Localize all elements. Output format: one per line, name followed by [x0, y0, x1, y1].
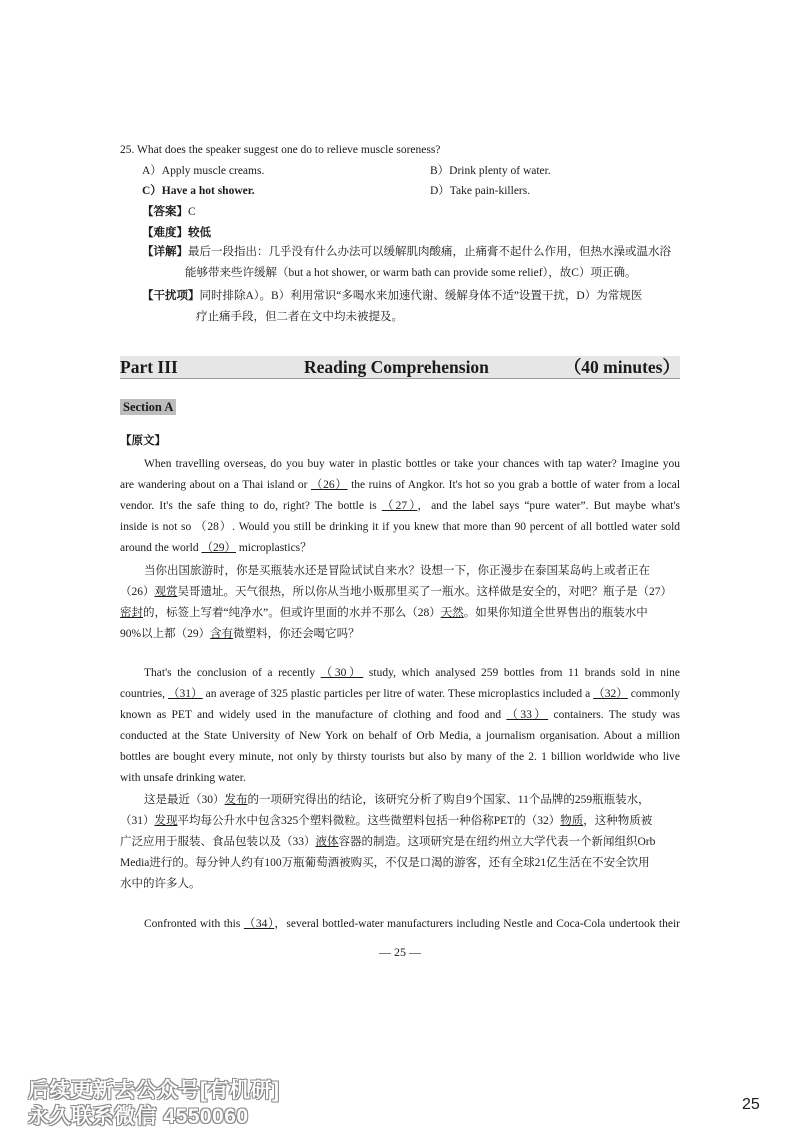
distractor-label: 【干扰项】 — [142, 290, 200, 302]
watermark-line-1: 后续更新去公众号[有机研] — [28, 1079, 280, 1102]
passage-p2-en — [120, 663, 680, 789]
explain-line-2: 能够带来些许缓解（but a hot shower, or warm bath can provide some relief），故C）项正确。 — [185, 267, 637, 279]
blank-32: （32） — [593, 688, 628, 700]
answer-value: C — [188, 206, 196, 218]
p1-en-line-4: inside is not so （28）. Would you still be drinking it if you knew that more than 90 percent of all bottled water sold — [120, 521, 681, 533]
blank-29: （29） — [201, 542, 236, 554]
option-c: C）Have a hot shower. — [142, 185, 255, 197]
option-a: A）Apply muscle creams. — [142, 165, 265, 177]
p2-zh-line-3: 广泛应用于服装、食品包装以及（33）液体容器的制造。这项研究是在纽约州立大学代表一个新闻组织Orb — [120, 836, 656, 848]
passage-p1-zh — [120, 561, 680, 645]
p1-en-line-3: vendor. It's the safe thing to do, right? The bottle is （27），and the label says “pure water”. But maybe what's — [120, 500, 680, 512]
answer-label: 【答案】 — [142, 206, 188, 218]
page-number-center: — 25 — — [379, 945, 421, 959]
p2-en-line-1: That's the conclusion of a recently （30） study, which analysed 259 bottles from 11 brands sold in nine — [144, 667, 681, 679]
page-number-corner: 25 — [742, 1096, 760, 1113]
answer-row — [142, 205, 196, 220]
p2-zh-line-2: （31）发现平均每公升水中包含325个塑料微粒。这些微塑料包括一种俗称PET的（32）物质，这种物质被 — [120, 815, 653, 827]
blank-33: （33） — [506, 709, 549, 721]
p1-en-line-5: around the world （29） microplastics？ — [120, 542, 312, 554]
watermark-line-2: 永久联系微信 4550060 — [28, 1105, 249, 1128]
explain-line-1: 最后一段指出：几乎没有什么办法可以缓解肌肉酸痛，止痛膏不起什么作用，但热水澡或温水浴 — [188, 246, 671, 258]
difficulty-row — [142, 226, 211, 241]
blank-31: （31） — [167, 688, 203, 700]
explanation — [142, 242, 680, 284]
p2-en-line-5: bottles are bought every minute, not only by thirsty tourists but also by many of the 2. 1 billion worldwide who live — [120, 751, 680, 763]
p2-en-line-2: countries, （31） an average of 325 plastic particles per litre of water. These microplastics included a （32） commonly — [120, 688, 680, 700]
p3-en-line-1: Confronted with this （34），several bottled-water manufacturers including Nestle and Coca-Cola undertook their — [144, 918, 680, 930]
difficulty-value: 较低 — [188, 227, 211, 239]
p2-zh-line-1: 这是最近（30）发布的一项研究得出的结论，该研究分析了购自9个国家、11个品牌的259瓶瓶装水， — [144, 794, 650, 806]
option-d: D）Take pain-killers. — [430, 185, 531, 197]
p1-en-line-2: are wandering about on a Thai island or （26） the ruins of Angkor. It's hot so you grab a bottle of water from a local — [120, 479, 681, 491]
difficulty-label: 【难度】 — [142, 227, 188, 239]
p1-zh-line-3: 密封的，标签上写着“纯净水”。但或许里面的水并不那么（28）天然。如果你知道全世界售出的瓶装水中 — [120, 607, 648, 619]
blank-34: （34） — [243, 918, 275, 930]
passage-p3-en — [120, 914, 680, 935]
p1-en-line-1: When travelling overseas, do you buy water in plastic bottles or take your chances with tap water? Imagine you — [144, 458, 680, 470]
option-b: B）Drink plenty of water. — [430, 165, 551, 177]
p2-zh-line-4: Media进行的。每分钟人约有100万瓶葡萄酒被购买，不仅是口渴的游客，还有全球21亿生活在不安全饮用 — [120, 857, 650, 869]
part-header — [120, 356, 680, 379]
section-a-label: Section A — [120, 399, 176, 415]
blank-26: （26） — [311, 479, 348, 491]
p2-en-line-4: conducted at the State University of New York on behalf of Orb Media, a journalism organisation. About a million — [120, 730, 680, 742]
explain-label: 【详解】 — [142, 246, 188, 258]
distractor-line-1: 同时排除A）。B）利用常识“多喝水来加速代谢、缓解身体不适”设置干扰，D）为常规医 — [199, 290, 643, 302]
p2-en-line-6: with unsafe drinking water. — [120, 772, 246, 784]
p1-zh-line-2: （26）观赏吴哥遗址。天气很热，所以你从当地小贩那里买了一瓶水。这样做是安全的，对吧？瓶子是（27） — [120, 586, 672, 598]
p2-zh-line-5: 水中的许多人。 — [120, 878, 201, 890]
p1-zh-line-1: 当你出国旅游时，你是买瓶装水还是冒险试试自来水？设想一下，你正漫步在泰国某岛屿上或者正在 — [144, 565, 650, 577]
distractor-explanation — [142, 286, 680, 328]
blank-27: （27） — [381, 500, 418, 512]
blank-30: （30） — [320, 667, 364, 679]
passage-p2-zh — [120, 790, 680, 895]
passage-p1-en — [120, 454, 680, 559]
blank-28: （28） — [195, 521, 233, 533]
p2-en-line-3: known as PET and widely used in the manufacture of clothing and food and （33） containers. The study was — [120, 709, 681, 721]
source-label: 【原文】 — [120, 435, 166, 447]
question-stem: 25. What does the speaker suggest one do to relieve muscle soreness? — [120, 144, 441, 156]
distractor-line-2: 疗止痛手段，但二者在文中均未被提及。 — [196, 311, 403, 323]
part-name: Part III — [120, 357, 178, 377]
p1-zh-line-4: 90%以上都（29）含有微塑料，你还会喝它吗？ — [120, 628, 360, 640]
part-time: （40 minutes） — [563, 357, 680, 377]
part-title: Reading Comprehension — [304, 357, 489, 377]
